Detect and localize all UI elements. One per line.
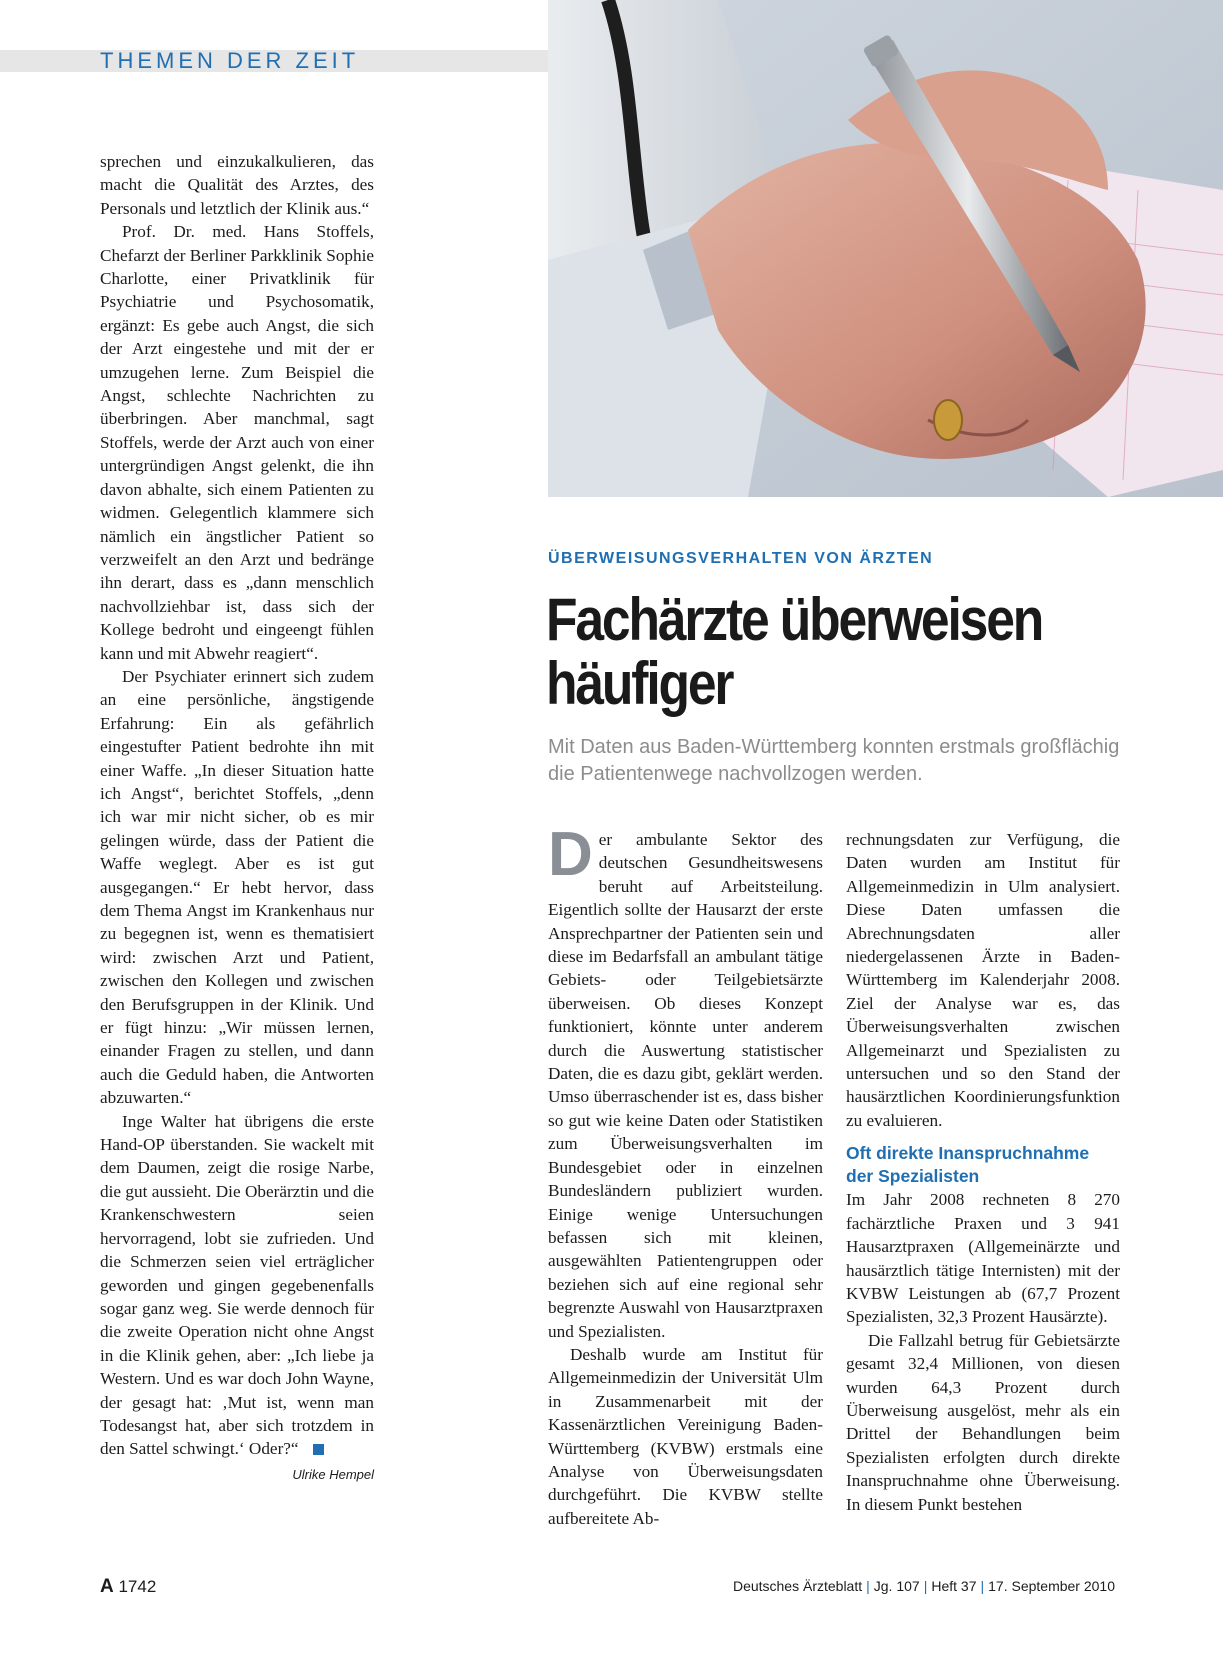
- mid-paragraph: Deshalb wurde am Institut für Allgemeinmedizin der Universität Ulm in Zusammenarbeit mit der Kassenärztlichen Vereinigung Baden-Württemberg (KVBW) erstmals eine Analyse von Überweisungsdaten durchgeführt. Die KVBW stellte aufbereitete Ab-: [548, 1344, 823, 1528]
- mid-paragraph: [548, 820, 823, 1343]
- article-photo: [548, 0, 1223, 497]
- right-paragraph: Im Jahr 2008 rechneten 8 270 fachärztliche Praxen und 3 941 Hausarztpraxen (Allgemeinärzte und hausärztlich tätige Internisten) mit der KVBW Leistungen ab (67,7 Prozent Spezialisten, 32,3 Prozent Hausärzte).: [846, 1190, 1120, 1327]
- page-number-value: 1742: [118, 1577, 157, 1596]
- drop-cap: D: [548, 820, 593, 889]
- mid-paragraph-text: er ambulante Sektor des deutschen Gesundheitswesens beruht auf Arbeitsteilung. Eigentlich sollte der Hausarzt der erste Ansprechpartner der Patienten sein und diese im Bedarfsfall an ambulant tätige Gebiets- oder Teilgebietsärzte überweisen. Ob dieses Konzept funktioniert, könnte unter anderem durch die Auswertung statistischer Daten, die es dazu gibt, geklärt werden. Umso überraschender ist es, dass bisher so gut wie keine Daten oder Statistiken zum Überweisungsverhalten im Bundesgebiet oder in einzelnen Bundesländern publiziert wurden. Einige wenige Untersuchungen befassen sich mit kleinen, ausgewählten Patientengruppen oder beziehen sich auf eine regional sehr begrenzte Auswahl von Hausarztpraxen und Spezialisten.: [548, 830, 823, 1341]
- left-paragraph: Prof. Dr. med. Hans Stoffels, Chefarzt der Berliner Parkklinik Sophie Charlotte, einer Privatklinik für Psychiatrie und Psychosomatik, ergänzt: Es gebe auch Angst, die sich der Arzt eingestehe und mit der er umzugehen lerne. Zum Beispiel die Angst, schlechte Nachrichten zu überbringen. Aber manchmal, sagt Stoffels, werde der Arzt auch von einer untergründigen Angst gelenkt, die ihn davon abhalte, sich einem Patienten zu widmen. Gelegentlich klammere sich nämlich ein ängstlicher Patient so verzweifelt an den Arzt und bedränge ihn derart, dass es „dann menschlich nachvollziehbar ist, dass sich der Kollege bedroht und eingeengt fühlen kann und mit Abwehr reagiert“.: [100, 222, 374, 663]
- middle-column: [548, 820, 823, 1530]
- page-number: [100, 1576, 156, 1598]
- left-paragraph: sprechen und einzukalkulieren, das macht die Qualität des Arztes, des Personals und letztlich der Klinik aus.“: [100, 152, 374, 218]
- article-headline: Fachärzte überweisen häufiger: [546, 586, 1043, 717]
- article-subhead: Oft direkte Inanspruchnahme der Spezialisten: [846, 1143, 1090, 1187]
- separator: |: [980, 1578, 985, 1594]
- article-deck: Mit Daten aus Baden-Württemberg konnten erstmals großflächig die Patientenwege nachvollzogen werden.: [548, 736, 1120, 785]
- left-paragraph-text: Inge Walter hat übrigens die erste Hand-OP überstanden. Sie wackelt mit dem Daumen, zeigt die rosige Narbe, die gut aussieht. Die Oberärztin und die Krankenschwestern seien hervorragend, lobt sie zufrieden. Und die Schmerzen seien viel erträglicher geworden und gingen gegebenenfalls sogar ganz weg. Sie werde dennoch für die zweite Operation nicht ohne Angst in die Klinik gehen, aber: „Ich liebe ja Western. Und es war doch John Wayne, der gesagt hat: ‚Mut ist, wenn man Todesangst hat, aber sich trotzdem in den Sattel schwingt.‘ Oder?“: [100, 1111, 374, 1459]
- journal-name: Deutsches Ärzteblatt: [732, 1578, 863, 1594]
- left-column: [100, 150, 374, 1486]
- section-label: THEMEN DER ZEIT: [100, 48, 360, 73]
- right-paragraph: Die Fallzahl betrug für Gebietsärzte gesamt 32,4 Millionen, von diesen wurden 64,3 Prozent durch Überweisung ausgelöst, mehr als ein Drittel der Behandlungen beim Spezialisten erfolgten durch direkte Inanspruchnahme ohne Überweisung. In diesem Punkt bestehen: [846, 1330, 1120, 1514]
- footer-citation: [733, 1578, 1115, 1594]
- left-paragraph: Der Psychiater erinnert sich zudem an eine persönliche, ängstigende Erfahrung: Ein als gefährlich eingestufter Patient bedrohte ihn mit einer Waffe. „In dieser Situation hatte ich Angst“, berichtet Stoffels, „denn ich war mir nicht sicher, ob es mir gelingen würde, dass der Patient die Waffe weglegt. Aber es ist gut ausgegangen.“ Er hebt hervor, dass dem Thema Angst im Krankenhaus nur zu begegnen ist, wenn es thematisiert wird: zwischen Arzt und Patient, zwischen den Kollegen und zwischen den Berufsgruppen in der Klinik. Und er fügt hinzu: „Wir müssen lernen, einander Fragen zu stellen, und dann auch die Geduld haben, die Antworten abzuwarten.“: [100, 666, 374, 1108]
- left-paragraph-last: [100, 1110, 374, 1461]
- separator: |: [866, 1578, 870, 1594]
- byline: Ulrike Hempel: [292, 1466, 374, 1482]
- photo-illustration: [548, 0, 1223, 497]
- right-column: [846, 828, 1120, 1516]
- article-kicker: ÜBERWEISUNGSVERHALTEN VON ÄRZTEN: [548, 550, 934, 567]
- right-paragraph: rechnungsdaten zur Verfügung, die Daten wurden am Institut für Allgemeinmedizin in Ulm analysiert. Diese Daten umfassen die Abrechnungsdaten aller niedergelassenen Ärzte in Baden-Württemberg im Kalenderjahr 2008. Ziel der Analyse war es, das Überweisungsverhalten zwischen Allgemeinarzt und Spezialisten zu untersuchen und so den Stand der hausärztlichen Koordinierungsfunktion zu evaluieren.: [846, 830, 1120, 1130]
- end-mark-icon: [313, 1444, 324, 1455]
- journal-issue: Heft 37: [931, 1578, 977, 1594]
- journal-volume: Jg. 107: [873, 1578, 920, 1594]
- journal-date: 17. September 2010: [988, 1578, 1115, 1594]
- page-prefix: A: [100, 1576, 114, 1597]
- separator: |: [923, 1578, 928, 1594]
